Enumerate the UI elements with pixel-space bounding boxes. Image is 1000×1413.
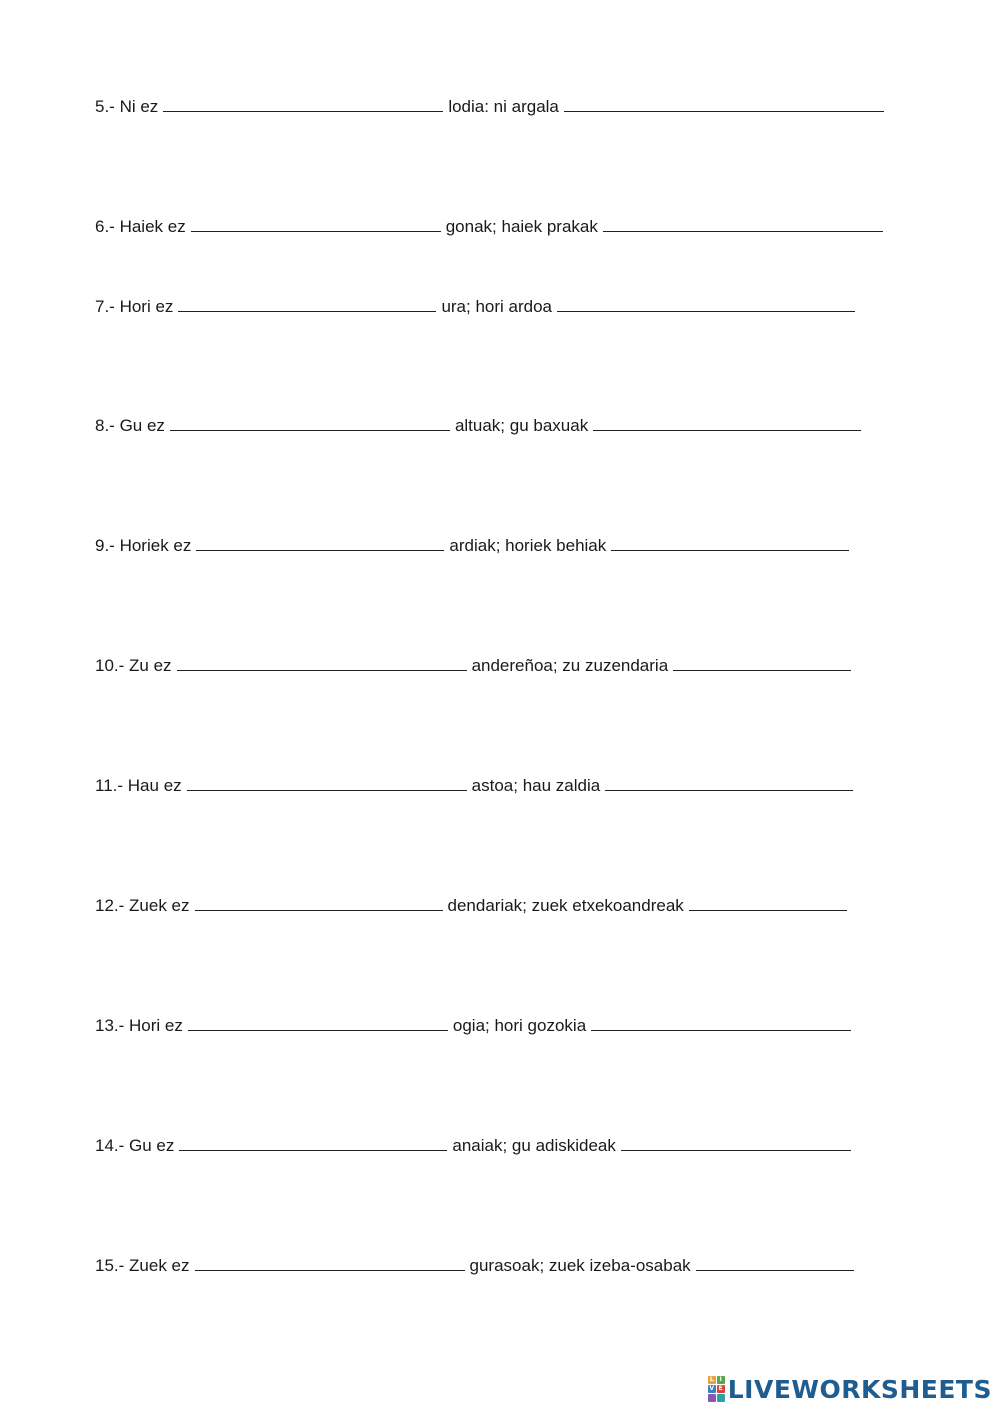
exercise-middle-text: ogia; hori gozokia: [452, 1016, 587, 1035]
exercise-number: 15.-: [95, 1256, 125, 1275]
exercise-subject: Hori ez: [119, 297, 174, 316]
exercise-15: [95, 1256, 859, 1276]
answer-blank-1[interactable]: [178, 297, 436, 312]
exercise-number: 6.-: [95, 217, 115, 236]
exercise-9: [95, 536, 854, 556]
exercise-subject: Zuek ez: [129, 896, 190, 915]
exercise-middle-text: andereñoa; zu zuzendaria: [471, 656, 669, 675]
exercise-subject: Gu ez: [119, 416, 165, 435]
exercise-number: 10.-: [95, 656, 125, 675]
logo-mark-cell: [717, 1394, 725, 1402]
exercise-middle-text: altuak; gu baxuak: [454, 416, 589, 435]
exercise-middle-text: astoa; hau zaldia: [471, 776, 601, 795]
answer-blank-1[interactable]: [195, 1256, 465, 1271]
answer-blank-2[interactable]: [564, 97, 884, 112]
exercise-middle-text: ura; hori ardoa: [441, 297, 553, 316]
exercise-number: 5.-: [95, 97, 115, 116]
answer-blank-2[interactable]: [696, 1256, 854, 1271]
exercise-middle-text: ardiak; horiek behiak: [449, 536, 607, 555]
logo-mark-cell: V: [709, 1385, 715, 1392]
answer-blank-2[interactable]: [673, 656, 851, 671]
answer-blank-1[interactable]: [179, 1136, 447, 1151]
logo-mark-cell: E: [718, 1385, 723, 1392]
answer-blank-2[interactable]: [689, 896, 847, 911]
exercise-11: [95, 776, 858, 796]
exercise-middle-text: gurasoak; zuek izeba-osabak: [469, 1256, 691, 1275]
answer-blank-1[interactable]: [170, 416, 450, 431]
exercise-subject: Gu ez: [129, 1136, 175, 1155]
exercise-middle-text: lodia: ni argala: [448, 97, 559, 116]
logo-text: LIVEWORKSHEETS: [727, 1374, 992, 1404]
answer-blank-1[interactable]: [177, 656, 467, 671]
exercise-number: 9.-: [95, 536, 115, 555]
exercise-subject: Ni ez: [119, 97, 159, 116]
answer-blank-1[interactable]: [163, 97, 443, 112]
logo-mark-cell: [708, 1394, 716, 1402]
exercise-7: [95, 297, 860, 317]
exercise-number: 11.-: [95, 776, 124, 795]
exercise-middle-text: dendariak; zuek etxekoandreak: [447, 896, 684, 915]
exercise-5: [95, 97, 889, 117]
logo-mark-cell: I: [717, 1376, 725, 1384]
answer-blank-2[interactable]: [593, 416, 861, 431]
exercise-12: [95, 896, 852, 916]
exercise-middle-text: gonak; haiek prakak: [445, 217, 598, 236]
exercise-14: [95, 1136, 856, 1156]
exercise-number: 7.-: [95, 297, 115, 316]
exercise-subject: Zu ez: [129, 656, 172, 675]
exercise-number: 14.-: [95, 1136, 125, 1155]
answer-blank-1[interactable]: [195, 896, 443, 911]
answer-blank-1[interactable]: [187, 776, 467, 791]
answer-blank-2[interactable]: [591, 1016, 851, 1031]
exercise-number: 12.-: [95, 896, 125, 915]
exercise-10: [95, 656, 856, 676]
liveworksheets-logo: [708, 1374, 992, 1404]
exercise-number: 8.-: [95, 416, 115, 435]
exercise-middle-text: anaiak; gu adiskideak: [452, 1136, 616, 1155]
answer-blank-2[interactable]: [603, 217, 883, 232]
exercise-6: [95, 217, 888, 237]
exercise-subject: Hori ez: [129, 1016, 183, 1035]
answer-blank-2[interactable]: [605, 776, 853, 791]
exercise-subject: Haiek ez: [119, 217, 186, 236]
exercise-subject: Hau ez: [127, 776, 182, 795]
exercise-subject: Zuek ez: [129, 1256, 190, 1275]
answer-blank-1[interactable]: [196, 536, 444, 551]
exercise-number: 13.-: [95, 1016, 125, 1035]
logo-mark-cell: L: [708, 1376, 716, 1384]
answer-blank-2[interactable]: [557, 297, 855, 312]
exercise-subject: Horiek ez: [119, 536, 192, 555]
logo-mark-icon: [708, 1376, 725, 1402]
answer-blank-2[interactable]: [621, 1136, 851, 1151]
answer-blank-1[interactable]: [188, 1016, 448, 1031]
exercise-13: [95, 1016, 856, 1036]
answer-blank-2[interactable]: [611, 536, 849, 551]
exercise-8: [95, 416, 866, 436]
answer-blank-1[interactable]: [191, 217, 441, 232]
